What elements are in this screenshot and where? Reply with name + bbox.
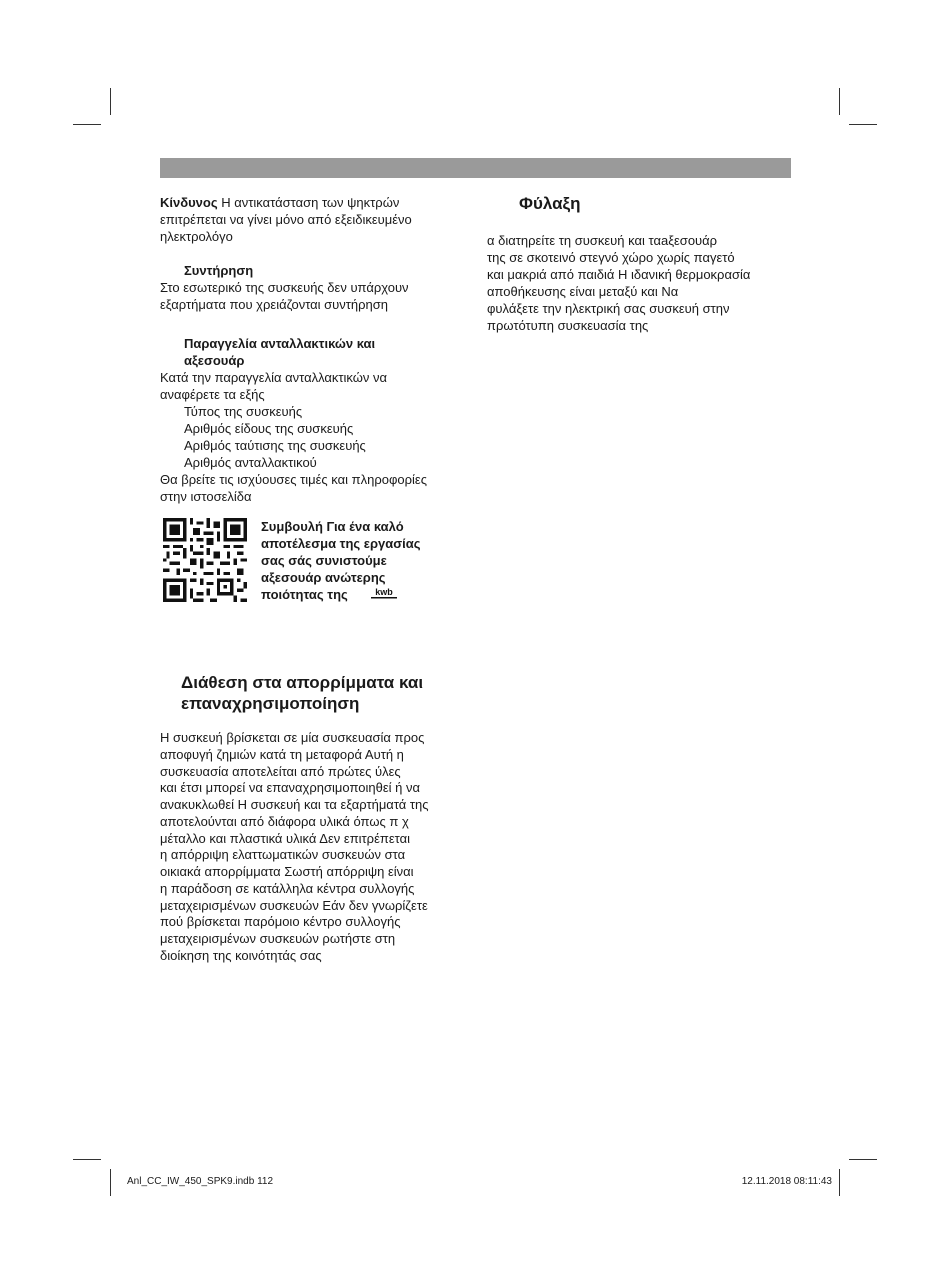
parts-list-item: Τύπος της συσκευής (184, 404, 303, 419)
parts-intro: Κατά την παραγγελία ανταλλακτικών να αναφέρετε τα εξής (160, 370, 388, 402)
tip-text: Συμβουλή Για ένα καλό αποτέλεσμα της εργασίας σας σάς συνιστούμε αξεσουάρ ανώτερης ποιότητας της (261, 519, 421, 602)
parts-list-item: Αριθμός ταύτισης της συσκευής (184, 438, 366, 453)
crop-mark-bottom-right-h (849, 1159, 877, 1160)
crop-mark-bottom-left (110, 1169, 111, 1196)
parts-outro: Θα βρείτε τις ισχύουσες τιμές και πληροφορίες στην ιστοσελίδα (160, 472, 427, 504)
disposal-text: Η συσκευή βρίσκεται σε μία συσκευασία προς αποφυγή ζημιών κατά τη μεταφορά Αυτή η συσκευασία αποτελείται από πρώτες ύλες και έτσι μπορεί να επαναχρησιμοποιηθεί ή να ανακυκλωθεί Η συσκευή και τα εξαρτήματά της αποτελούνται από διάφορα υλικά όπως π χ μέταλλο και πλαστικά υλικά Δεν επιτρέπεται η απόρριψη ελαττωματικών συσκευών στα οικιακά απορρίμματα Σωστή απόρριψη είναι η παράδοση σε κατάλληλα κέντρα συλλογής μεταχειρισμένων συσκευών Εάν δεν γνωρίζετε πού βρίσκεται παρόμοιο κέντρο συλλογής μεταχειρισμένων συσκευών ρωτήστε στη διοίκηση της κοινότητάς σας (160, 730, 429, 963)
crop-mark-top-left (110, 88, 111, 115)
parts-heading: Παραγγελία ανταλλακτικών και αξεσουάρ (184, 336, 376, 368)
storage-heading: Φύλαξη (519, 194, 581, 213)
footer-file-info: Anl_CC_IW_450_SPK9.indb 112 (127, 1176, 274, 1187)
crop-mark-top-right-h (849, 124, 877, 125)
left-column (160, 194, 470, 505)
crop-mark-top-left-h (73, 124, 101, 125)
danger-text: Η αντικατάσταση των ψηκτρών επιτρέπεται να γίνει μόνο από εξειδικευμένο ηλεκτρολόγο (160, 195, 412, 244)
parts-list-item: Αριθμός είδους της συσκευής (184, 421, 354, 436)
kwb-logo-text: kwb (375, 587, 393, 597)
maintenance-text: Στο εσωτερικό της συσκευής δεν υπάρχουν εξαρτήματα που χρειάζονται συντήρηση (160, 280, 409, 312)
kwb-logo (370, 586, 398, 600)
maintenance-heading: Συντήρηση (184, 263, 254, 278)
crop-mark-bottom-right (839, 1169, 840, 1196)
disposal-heading: Διάθεση στα απορρίμματα και επαναχρησιμοποίηση (181, 673, 424, 713)
qr-code[interactable] (163, 517, 247, 603)
header-bar (160, 158, 791, 178)
storage-text: α διατηρείτε τη συσκευή και ταaξεσουάρ της σε σκοτεινό στεγνό χώρο χωρίς παγετό και μακριά από παιδιά Η ιδανική θερμοκρασία αποθήκευσης είναι μεταξύ και Να φυλάξετε την ηλεκτρική σας συσκευή στην πρωτότυπη συσκευασία της (487, 233, 751, 333)
crop-mark-bottom-left-h (73, 1159, 101, 1160)
danger-paragraph (160, 194, 470, 245)
footer-timestamp: 12.11.2018 08:11:43 (741, 1176, 832, 1187)
parts-list-item: Αριθμός ανταλλακτικού (184, 455, 317, 470)
danger-label: Κίνδυνος (160, 195, 218, 210)
crop-mark-top-right (839, 88, 840, 115)
